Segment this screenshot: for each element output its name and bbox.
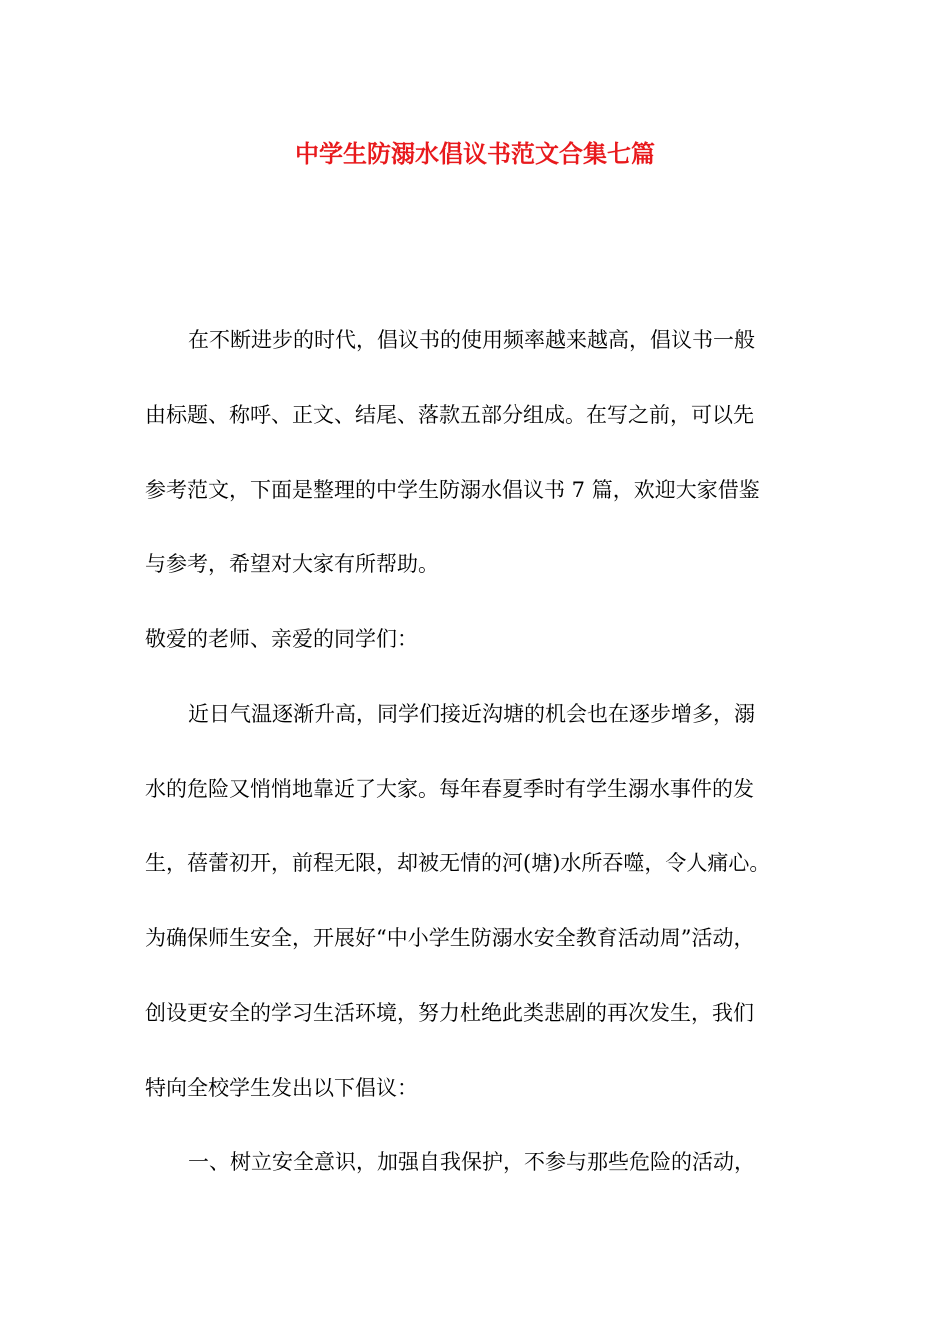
paragraph-line: 水的危险又悄悄地靠近了大家。每年春夏季时有学生溺水事件的发 [145, 777, 754, 801]
paragraph-line: 创设更安全的学习生活环境，努力杜绝此类悲剧的再次发生，我们 [145, 1001, 754, 1025]
paragraph-line: 近日气温逐渐升高，同学们接近沟塘的机会也在逐步增多，溺 [188, 702, 755, 726]
paragraph-line: 在不断进步的时代，倡议书的使用频率越来越高，倡议书一般 [188, 328, 755, 352]
paragraph-line: 与参考，希望对大家有所帮助。 [145, 552, 439, 576]
paragraph-line: 特向全校学生发出以下倡议： [145, 1076, 418, 1100]
salutation-line: 敬爱的老师、亲爱的同学们： [145, 627, 418, 651]
paragraph-line: 生，蓓蕾初开，前程无限，却被无情的河(塘)水所吞噬，令人痛心。 [145, 851, 771, 875]
document-title: 中学生防溺水倡议书范文合集七篇 [295, 139, 655, 168]
paragraph-line: 由标题、称呼、正文、结尾、落款五部分组成。在写之前，可以先 [145, 403, 754, 427]
paragraph-line: 为确保师生安全，开展好“中小学生防溺水安全教育活动周”活动， [145, 926, 755, 950]
list-item-line: 一、树立安全意识，加强自我保护，不参与那些危险的活动， [188, 1150, 755, 1174]
paragraph-line: 参考范文，下面是整理的中学生防溺水倡议书 7 篇，欢迎大家借鉴 [145, 478, 760, 502]
